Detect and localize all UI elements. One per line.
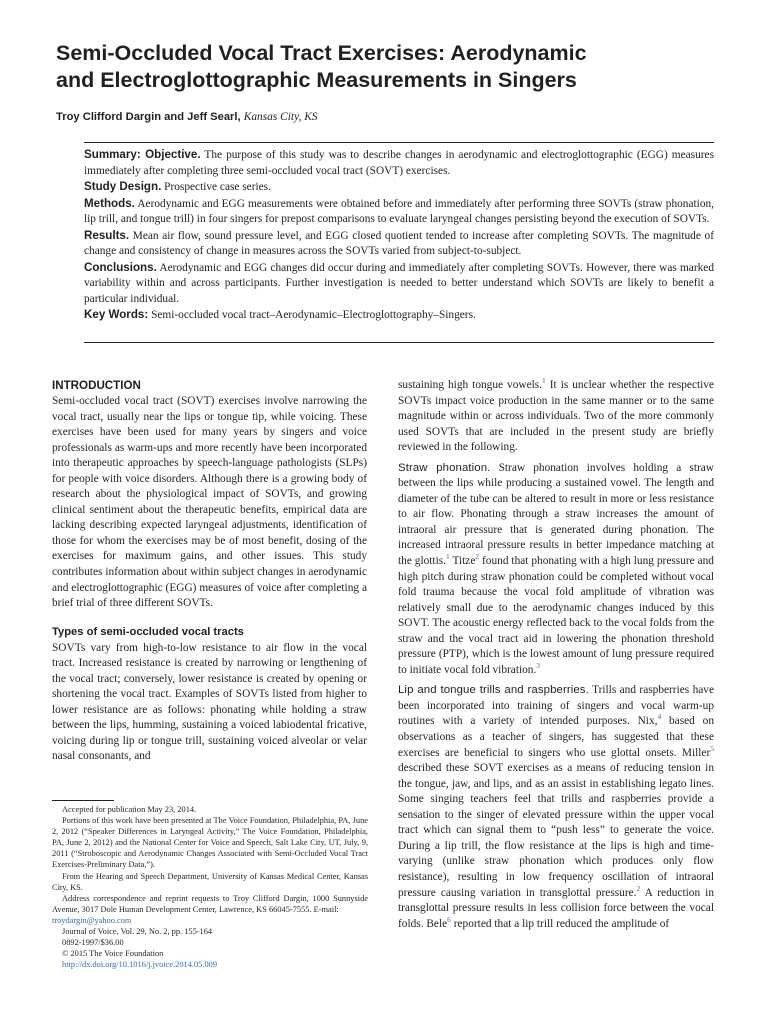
footnote-journal: Journal of Voice, Vol. 29, No. 2, pp. 155-164 [62,927,213,937]
continuation-text-b: It is unclear whether the respective SOVTs impact voice production in the same manner or to the same magnitude within or across individuals. Two of the more commonly used SOVTs that are included in the present study are briefly reviewed in the following. [398,379,714,454]
continuation-text-a: sustaining high tongue vowels. [398,379,543,391]
methods-label: Methods. [84,196,135,210]
straw-heading: Straw phonation. [398,461,491,474]
abstract-keywords [84,307,714,324]
abstract-results [84,228,714,260]
trill-heading: Lip and tongue trills and raspberries. [398,684,589,697]
author-location: Kansas City, KS [243,111,318,123]
ref-link[interactable]: 5 [710,743,714,753]
straw-paragraph [398,461,714,679]
continuation-paragraph [398,378,714,456]
footnote-rule [52,800,114,801]
ref-link[interactable]: 1 [542,376,546,386]
footnote-accepted: Accepted for publication May 23, 2014. [62,805,197,814]
ref-link[interactable]: 1 [445,552,450,562]
left-column [52,378,367,765]
trill-text-b: based on observations as a teacher of singers, has suggested that these exercises are beneficial to singers who use glottal onsets. Miller [398,715,714,759]
trill-paragraph [398,683,714,932]
abstract [84,147,714,324]
straw-text-b: Titze [449,555,476,568]
ref-link[interactable]: 3 [536,661,541,671]
ref-link[interactable]: 2 [475,552,480,562]
keywords-text: Semi-occluded vocal tract–Aerodynamic–Electroglottography–Singers. [151,309,476,321]
abstract-top-rule [84,142,714,143]
email-link[interactable]: troydargin@yahoo.com [52,915,132,925]
footnotes [52,804,368,970]
conclusions-label: Conclusions. [84,260,157,274]
title-line-2: and Electroglottographic Measurements in Singers [56,68,577,92]
trill-text-e: reported that a lip trill reduced the amplitude of [450,917,670,930]
author-names: Troy Clifford Dargin and Jeff Searl, [56,111,241,123]
trill-text-d: A reduction in transglottal pressure results in less collision force between the vocal folds. Bele [398,886,714,930]
ref-link[interactable]: 2 [636,883,641,893]
methods-text: Aerodynamic and EGG measurements were obtained before and immediately after performing three SOVTs (straw phonation, lip trill, and tongue trill) in four singers for prepost comparisons to evaluate laryngeal changes persisting beyond the execution of SOVTs. [84,197,714,225]
footnote-address [52,893,368,926]
abstract-conclusions [84,260,714,308]
results-text: Mean air flow, sound pressure level, and EGG closed quotient tended to increase after completing SOVTs. The magnitude of change and consistency of change in measures across the SOVTs varied from subject-to-subject. [84,229,714,257]
intro-paragraph: Semi-occluded vocal tract (SOVT) exercises involve narrowing the vocal tract, usually near the lips or tongue tip, while voicing. These exercises have been used for many years by singers and voice professionals as warm-ups and more recently have been incorporated into therapeutic approaches by speech-language pathologists (SLPs) for people with voice disorders. Although there is a growing body of research about the physiological impact of SOVTs, and growing clinical sentiment about the therapeutic benefits, empirical data are lacking describing expected laryngeal adjustments, identification of those for whom the exercises may be of most benefit, dosing of the exercises for maximum gains, and other issues. This study contributes information about within subject changes in aerodynamic and electroglottographic (EGG) measures of voice after completing a brief trial of three different SOVTs. [52,395,367,610]
results-label: Results. [84,228,130,242]
keywords-label: Key Words: [84,308,149,321]
right-column [398,378,714,932]
paper-title [56,40,736,94]
trill-text-c: described these SOVT exercises as a means of reducing tension in the tongue, jaw, and lips, and as an assist in establishing legato lines. Some singing teachers feel that trills and raspberries provide a sensation to the singer of elevated pressure within the upper vocal tract which can signal them to “push less” to generate the voice. During a lip trill, the flow resistance at the lips is high and time-varying (unlike straw phonation which produces only flow resistance), resulting in low frequency oscillation of intraoral pressure causing variation in transglottal pressure. [398,762,714,899]
design-label: Study Design. [84,180,162,193]
objective-label: Summary: Objective. [84,148,201,161]
abstract-bottom-rule [84,342,714,343]
conclusions-text: Aerodynamic and EGG changes did occur during and immediately after completing SOVTs. However, there was marked variability within and across participants. Further investigation is needed to better understand which SOVTs are likely to benefit a particular individual. [84,261,714,305]
types-heading: Types of semi-occluded vocal tracts [52,625,244,638]
title-line-1: Semi-Occluded Vocal Tract Exercises: Aerodynamic [56,41,587,65]
ref-link[interactable]: 6 [447,914,451,924]
abstract-methods [84,196,714,228]
objective-text: The purpose of this study was to describe changes in aerodynamic and electroglottographic (EGG) measures immediately after completing three semi-occluded vocal tract (SOVT) exercises. [84,149,714,177]
address-text: Address correspondence and reprint requests to Troy Clifford Dargin, 1000 Sunnyside Avenue, 3017 Dole Human Development Center, Lawrence, KS 66045-7555. E-mail: [52,893,368,914]
footnote-affiliation: From the Hearing and Speech Department, University of Kansas Medical Center, Kansas City, KS. [52,871,368,892]
footnote-issn: 0892-1997/$36.00 [62,938,124,948]
footnote-portions: Portions of this work have been presented at The Voice Foundation, Philadelphia, PA, June 2, 2012 (“Speaker Differences in Laryngeal Activity,” The Voice Foundation, Philadelphia, PA, June 2, 2012) and the National Center for Voice and Speech, Salt Lake City, UT, July, 9, 2011 (“Stroboscopic and Aerodynamic Changes Associated with Semi-Occluded Vocal Tract Exercises-Preliminary Data,”). [52,816,368,870]
trill-text-a: Trills and raspberries have been incorporated into training of singers and vocal warm-up routines with a variety of intended purposes. Nix, [398,684,714,728]
footnote-copyright: © 2015 The Voice Foundation [62,949,164,959]
straw-text-c: found that phonating with a high lung pressure and high pitch during straw phonation could be completed without vocal fold trauma because the vocal fold amplitude of vibration was relatively small due to the aerodynamic changes induced by this SOVT. The acoustic energy reflected back to the vocal folds from the straw and the vocal tract aid in lowering the phonation threshold pressure (PTP), which is the lowest amount of lung pressure required to initiate vocal fold vibration. [398,555,714,676]
author-line [56,111,318,123]
intro-heading: INTRODUCTION [52,379,141,392]
straw-text-a: Straw phonation involves holding a straw between the lips while producing a sustained vowel. The length and diameter of the tube can be altered to result in more or less resistance to air flow. Phonating through a straw increases the amount of intraoral air pressure that is generated during phonation. The increased intraoral pressure results in better impedance matching at the glottis. [398,461,714,568]
abstract-objective [84,147,714,179]
design-text: Prospective case series. [164,181,271,193]
types-paragraph: SOVTs vary from high-to-low resistance to air flow in the vocal tract. Increased resistance is created by narrowing or lengthening of the vocal tract; conversely, lower resistance is created by opening or shortening the vocal tract. Examples of SOVTs listed from higher to lower resistance are as follows: phonating while holding a straw between the lips, humming, sustaining a voiced labiodental fricative, voicing during lip or tongue trill, sustaining voiced alveolar or velar nasal consonants, and [52,641,367,763]
doi-link[interactable]: http://dx.doi.org/10.1016/j.jvoice.2014.05.009 [62,960,218,970]
abstract-design [84,179,714,196]
ref-link[interactable]: 4 [657,712,662,722]
